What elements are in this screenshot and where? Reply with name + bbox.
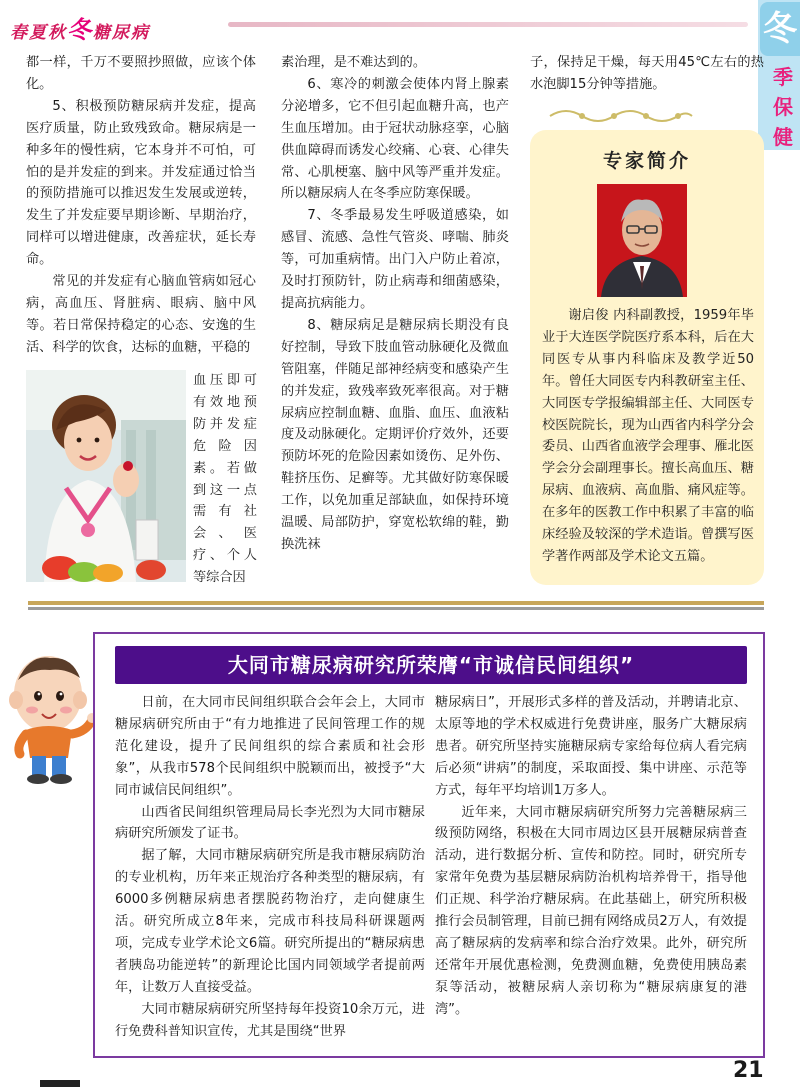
article-left-paragraph-1: 日前，在大同市民间组织联合会年会上，大同市糖尿病研究所由于“有力地推进了民间管理工作的规范化建设，提升了民间组织的综合素质和社会形象”，从我市578个民间组织中脱颖而出，被授予“大同市诚信民间组织”。 — [115, 695, 425, 798]
article-right-paragraph-2: 近年来，大同市糖尿病研究所努力完善糖尿病三级预防网络，积极在大同市周边区县开展糖尿病普查活动，进行数据分析、宣传和防控。同时，研究所专家常年免费为基层糖尿病防治机构培养骨干，指导他们正规、科学治疗糖尿病。在此基础上，研究所积极推行会员制管理，目前已拥有网络成员2万人，有效提高了糖尿病的发病率和综合治疗效果。此外，研究所还常年开展优惠检测，免费测血糖，免费使用胰岛素泵等活动，被糖尿病人亲切称为“糖尿病康复的港湾”。 — [435, 804, 747, 1017]
col2-paragraph-3: 7、冬季最易发生呼吸道感染，如感冒、流感、急性气管炎、哮喘、肺炎等，可加重病情。出门入户防止着凉，及时打预防针，防止病毒和细菌感染，提高抗病能力。 — [281, 208, 509, 311]
cartoon-boy-mascot — [6, 650, 96, 785]
page-header — [0, 0, 800, 48]
column-3 — [530, 52, 764, 96]
divider-grey-line — [28, 607, 764, 610]
section-title-pre: 春夏秋 — [10, 23, 67, 43]
col2-paragraph-4: 8、糖尿病足是糖尿病长期没有良好控制，导致下肢血管动脉硬化及微血管阻塞，伴随足部神经病变和感染产生的并发症，致残率致死率很高。对于糖尿病应控制血糖、血脂、血压、血液粘度及动脉硬化。定期评价疗效外，还要预防坏死的危险因素如烫伤、足外伤、鞋挤压伤、足癣等。尤其做好防寒保暖工作，以免加重足部缺血，如保持环境温暖、局部防护，穿宽松软绵的鞋，勤换洗袜 — [281, 317, 509, 552]
article-left-paragraph-4: 大同市糖尿病研究所坚持每年投资10余万元，进行免费科普知识宣传，尤其是围绕“世界 — [115, 1001, 425, 1039]
news-article-box — [93, 632, 765, 1058]
floral-ornament — [546, 104, 696, 128]
season-tab-big: 冬 — [760, 2, 800, 56]
section-divider — [28, 601, 764, 611]
expert-profile-title: 专家简介 — [602, 150, 691, 172]
page-number: 21 — [733, 1058, 764, 1083]
column-1 — [26, 52, 256, 359]
col3-paragraph-1: 子，保持足干燥，每天用45℃左右的热水泡脚15分钟等措施。 — [530, 55, 764, 92]
header-rule — [228, 22, 748, 27]
expert-profile-box — [530, 130, 764, 585]
col1-paragraph-1: 都一样，千万不要照抄照做，应该个体化。 — [26, 55, 256, 92]
season-tab — [758, 0, 800, 150]
column-2 — [281, 52, 509, 556]
col1-paragraph-3: 常见的并发症有心脑血管病如冠心病，高血压、肾脏病、眼病、脑中风等。若日常保持稳定的心态、安逸的生活、科学的饮食，达标的血糖，平稳的 — [26, 274, 256, 355]
article-right-paragraph-1: 糖尿病日”，开展形式多样的普及活动，并聘请北京、太原等地的学术权威进行免费讲座，服务广大糖尿病患者。研究所坚持实施糖尿病专家给每位病人看完病后必须“讲病”的制度，采取面授、集中讲座、示范等方式，每年平均培训1万多人。 — [435, 695, 747, 798]
expert-bio-paragraph: 谢启俊 内科副教授，1959年毕业于大连医学院医疗系本科，后在大同医专从事内科临床及教学近50年。曾任大同医专内科教研室主任、大同医专学报编辑部主任、大同医专校医院院长，现为山西省内科学分会委员、山西省血液学会理事、雁北医学会分会副理事长。擅长高血压、糖尿病、血液病、高血脂、痛风症等。在多年的医教工作中积累了丰富的临床经验及较深的学术造诣。曾撰写医学著作两部及学术论文五篇。 — [542, 308, 754, 564]
divider-gold-line — [28, 601, 764, 605]
article-left-paragraph-3: 据了解，大同市糖尿病研究所是我市糖尿病防治的专业机构，历年来正规治疗各种类型的糖尿病，有6000多例糖尿病患者摆脱药物治疗，走向健康生活。研究所成立8年来，完成市科技局科研课题两项，完成专业学术论文6篇。研究所提出的“糖尿病患者胰岛功能逆转”的新理论比国内同领域学者提前两年，让数万人直接受益。 — [115, 848, 425, 995]
col1-paragraph-2: 5、积极预防糖尿病并发症，提高医疗质量，防止致残致命。糖尿病是一种多年的慢性病，它本身并不可怕，可怕的是并发症的到来。并发症通过恰当的预防措施可以推迟发生发展或逆转，发生了并发症要早期诊断、早期治疗，同样可以增进健康，改善症状，延长寿命。 — [26, 98, 256, 268]
article-title-banner: 大同市糖尿病研究所荣膺“市诚信民间组织” — [115, 646, 747, 684]
col2-paragraph-1: 素治理，是不难达到的。 — [281, 55, 427, 70]
article-column-left — [115, 692, 425, 1043]
expert-bio — [542, 305, 754, 568]
col2-paragraph-2: 6、寒冷的刺激会使体内肾上腺素分泌增多，它不但引起血糖升高，也产生血压增加。由于冠状动脉痉挛，心脑供血障碍而诱发心绞痛、心衰、心律失常、心肌梗塞、脑中风等严重并发症。所以糖尿病人在冬季应防寒保暖。 — [281, 76, 509, 202]
section-title-post: 糖尿病 — [93, 23, 150, 43]
section-title-dong: 冬 — [67, 15, 93, 44]
woman-eating-fruit-photo — [26, 370, 186, 582]
col1-wrap-text: 血压即可有效地预防并发症危险因素。若做到这一点需有社会、医疗、个人等综合因 — [193, 373, 257, 586]
expert-portrait-photo — [597, 184, 687, 297]
section-title — [10, 10, 150, 45]
article-column-right — [435, 692, 747, 1021]
article-left-paragraph-2: 山西省民间组织管理局局长李光烈为大同市糖尿病研究所颁发了证书。 — [115, 804, 425, 842]
season-tab-vertical: 季保健 — [773, 65, 793, 149]
footer-mark — [40, 1080, 80, 1087]
